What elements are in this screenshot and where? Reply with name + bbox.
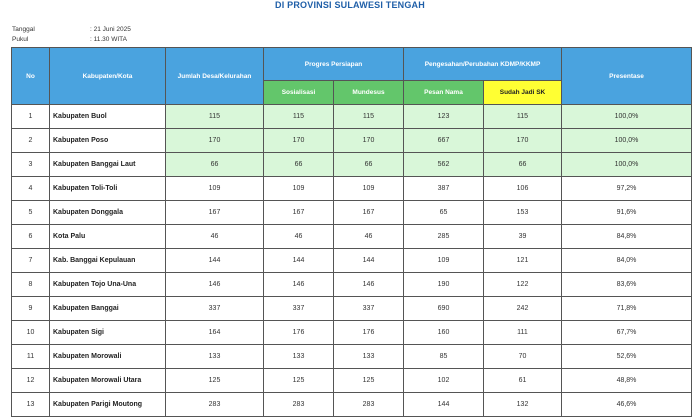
cell-sudah-sk: 153 [484,201,562,225]
cell-jumlah: 125 [166,369,264,393]
cell-no: 8 [12,273,50,297]
cell-jumlah: 164 [166,321,264,345]
cell-mundesus: 167 [334,201,404,225]
report-title: DI PROVINSI SULAWESI TENGAH [275,0,425,10]
cell-jumlah: 109 [166,177,264,201]
cell-sudah-sk: 61 [484,369,562,393]
cell-mundesus: 283 [334,393,404,417]
cell-jumlah: 337 [166,297,264,321]
cell-no: 1 [12,105,50,129]
cell-sosialisasi: 133 [264,345,334,369]
cell-kabupaten: Kabupaten Sigi [50,321,166,345]
cell-sosialisasi: 115 [264,105,334,129]
cell-kabupaten: Kabupaten Donggala [50,201,166,225]
cell-sosialisasi: 146 [264,273,334,297]
table-row [12,225,692,249]
time-line [12,36,127,43]
cell-mundesus: 125 [334,369,404,393]
table-row [12,321,692,345]
cell-mundesus: 146 [334,273,404,297]
cell-kabupaten: Kabupaten Tojo Una-Una [50,273,166,297]
cell-sosialisasi: 170 [264,129,334,153]
cell-pesan-nama: 144 [404,393,484,417]
cell-kabupaten: Kabupaten Toli-Toli [50,177,166,201]
cell-no: 9 [12,297,50,321]
table-row [12,177,692,201]
cell-pesan-nama: 123 [404,105,484,129]
cell-sosialisasi: 144 [264,249,334,273]
cell-sudah-sk: 121 [484,249,562,273]
header-pengesahan: Pengesahan/Perubahan KDMP/KKMP [404,48,562,81]
cell-mundesus: 337 [334,297,404,321]
cell-no: 6 [12,225,50,249]
cell-no: 4 [12,177,50,201]
cell-jumlah: 167 [166,201,264,225]
cell-no: 2 [12,129,50,153]
cell-sosialisasi: 283 [264,393,334,417]
cell-sudah-sk: 70 [484,345,562,369]
table-row [12,369,692,393]
cell-jumlah: 66 [166,153,264,177]
cell-no: 12 [12,369,50,393]
cell-sosialisasi: 167 [264,201,334,225]
cell-presentase: 52,6% [562,345,692,369]
cell-jumlah: 144 [166,249,264,273]
header-jumlah: Jumlah Desa/Kelurahan [166,48,264,105]
cell-presentase: 100,0% [562,105,692,129]
header-mundesus: Mundesus [334,81,404,105]
cell-presentase: 100,0% [562,153,692,177]
cell-sudah-sk: 66 [484,153,562,177]
cell-sosialisasi: 125 [264,369,334,393]
cell-no: 13 [12,393,50,417]
table-row [12,297,692,321]
cell-pesan-nama: 387 [404,177,484,201]
cell-kabupaten: Kabupaten Poso [50,129,166,153]
cell-no: 3 [12,153,50,177]
date-value: : 21 Juni 2025 [90,26,131,33]
cell-presentase: 100,0% [562,129,692,153]
cell-kabupaten: Kab. Banggai Kepulauan [50,249,166,273]
cell-kabupaten: Kabupaten Banggai Laut [50,153,166,177]
header-sudah-sk: Sudah Jadi SK [484,81,562,105]
time-label: Pukul [12,36,29,43]
cell-kabupaten: Kabupaten Banggai [50,297,166,321]
table-row [12,393,692,417]
table-row [12,201,692,225]
header-sosialisasi: Sosialisasi [264,81,334,105]
cell-mundesus: 109 [334,177,404,201]
cell-sosialisasi: 176 [264,321,334,345]
cell-pesan-nama: 562 [404,153,484,177]
cell-jumlah: 283 [166,393,264,417]
cell-no: 11 [12,345,50,369]
cell-pesan-nama: 190 [404,273,484,297]
header-no: No [12,48,50,105]
cell-sudah-sk: 132 [484,393,562,417]
cell-pesan-nama: 65 [404,201,484,225]
cell-sudah-sk: 170 [484,129,562,153]
cell-presentase: 84,0% [562,249,692,273]
header-progres: Progres Persiapan [264,48,404,81]
cell-presentase: 91,6% [562,201,692,225]
cell-jumlah: 133 [166,345,264,369]
cell-no: 7 [12,249,50,273]
cell-kabupaten: Kabupaten Buol [50,105,166,129]
cell-pesan-nama: 85 [404,345,484,369]
cell-kabupaten: Kota Palu [50,225,166,249]
cell-presentase: 84,8% [562,225,692,249]
cell-jumlah: 146 [166,273,264,297]
cell-jumlah: 46 [166,225,264,249]
cell-mundesus: 170 [334,129,404,153]
cell-kabupaten: Kabupaten Parigi Moutong [50,393,166,417]
table-row [12,129,692,153]
cell-mundesus: 46 [334,225,404,249]
cell-pesan-nama: 285 [404,225,484,249]
cell-kabupaten: Kabupaten Morowali [50,345,166,369]
cell-presentase: 83,6% [562,273,692,297]
cell-presentase: 97,2% [562,177,692,201]
cell-sudah-sk: 111 [484,321,562,345]
cell-sudah-sk: 39 [484,225,562,249]
cell-jumlah: 115 [166,105,264,129]
cell-pesan-nama: 102 [404,369,484,393]
cell-pesan-nama: 160 [404,321,484,345]
cell-presentase: 48,8% [562,369,692,393]
table-row [12,345,692,369]
table-row [12,105,692,129]
cell-sudah-sk: 106 [484,177,562,201]
cell-jumlah: 170 [166,129,264,153]
cell-no: 5 [12,201,50,225]
table-row [12,249,692,273]
table-row [12,273,692,297]
time-value: : 11.30 WITA [90,36,127,43]
header-kabupaten: Kabupaten/Kota [50,48,166,105]
cell-sudah-sk: 115 [484,105,562,129]
cell-presentase: 46,6% [562,393,692,417]
cell-pesan-nama: 667 [404,129,484,153]
header-pesan-nama: Pesan Nama [404,81,484,105]
cell-presentase: 71,8% [562,297,692,321]
progress-table [11,47,692,417]
cell-kabupaten: Kabupaten Morowali Utara [50,369,166,393]
date-label: Tanggal [12,26,35,33]
header-presentase: Presentase [562,48,692,105]
cell-no: 10 [12,321,50,345]
cell-sosialisasi: 337 [264,297,334,321]
cell-sudah-sk: 242 [484,297,562,321]
cell-mundesus: 66 [334,153,404,177]
table-row [12,153,692,177]
cell-mundesus: 176 [334,321,404,345]
cell-pesan-nama: 109 [404,249,484,273]
cell-sudah-sk: 122 [484,273,562,297]
cell-sosialisasi: 109 [264,177,334,201]
table-header [12,48,692,105]
cell-sosialisasi: 46 [264,225,334,249]
cell-mundesus: 115 [334,105,404,129]
table-body [12,105,692,417]
cell-presentase: 67,7% [562,321,692,345]
cell-mundesus: 144 [334,249,404,273]
cell-mundesus: 133 [334,345,404,369]
cell-pesan-nama: 690 [404,297,484,321]
date-line [12,26,131,33]
cell-sosialisasi: 66 [264,153,334,177]
